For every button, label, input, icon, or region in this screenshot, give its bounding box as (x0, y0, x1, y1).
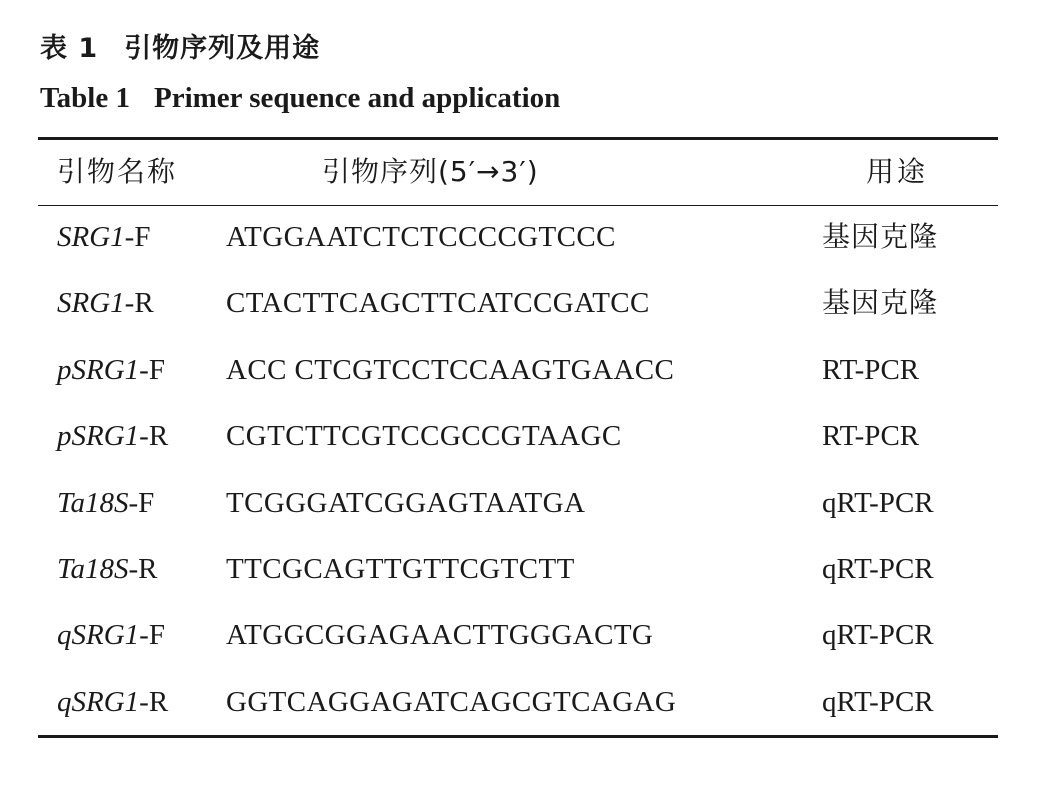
primer-application: qRT-PCR (822, 487, 934, 519)
primer-name-suffix: -F (139, 619, 165, 651)
primer-name-suffix: -F (139, 354, 165, 386)
primer-name (57, 223, 150, 252)
table-caption-cn (40, 26, 320, 65)
primer-sequence: TTCGCAGTTGTTCGTCTT (226, 553, 575, 585)
header-primer-sequence: 引物序列(5′→3′) (322, 155, 539, 188)
caption-cn-number: 表 1 (40, 33, 99, 64)
table-row (0, 422, 1049, 462)
primer-sequence: ACC CTCGTCCTCCAAGTGAACC (226, 354, 675, 386)
table-row (0, 356, 1049, 396)
primer-name-gene: Ta18S (57, 553, 129, 585)
primer-name-gene: pSRG1 (57, 354, 140, 386)
primer-name-gene: qSRG1 (57, 619, 140, 651)
primer-sequence: ATGGAATCTCTCCCCGTCCC (226, 221, 616, 253)
table-row (0, 555, 1049, 595)
primer-name-suffix: -R (124, 287, 154, 319)
primer-name (57, 356, 165, 385)
primer-name (57, 621, 165, 650)
primer-name (57, 422, 168, 451)
primer-application: qRT-PCR (822, 619, 934, 651)
primer-application: 基因克隆 (822, 286, 939, 319)
primer-name (57, 688, 168, 717)
primer-application: 基因克隆 (822, 220, 939, 253)
primer-sequence: ATGGCGGAGAACTTGGGACTG (226, 619, 654, 651)
table-bottom-rule (38, 735, 998, 738)
header-primer-name: 引物名称 (57, 155, 178, 188)
primer-sequence: GGTCAGGAGATCAGCGTCAGAG (226, 686, 677, 718)
primer-sequence: TCGGGATCGGAGTAATGA (226, 487, 586, 519)
caption-en-title: Primer sequence and application (154, 82, 561, 114)
primer-application: qRT-PCR (822, 553, 934, 585)
primer-name (57, 555, 157, 584)
table-row (0, 489, 1049, 529)
primer-application: RT-PCR (822, 354, 920, 386)
table-row (0, 220, 1049, 263)
primer-name-gene: Ta18S (57, 487, 129, 519)
primer-name-suffix: -R (139, 686, 169, 718)
primer-name (57, 289, 154, 318)
primer-name-suffix: -F (128, 487, 155, 519)
primer-name-suffix: -R (139, 420, 169, 452)
primer-name-gene: SRG1 (57, 221, 125, 253)
header-application: 用途 (866, 155, 929, 188)
table-row (0, 286, 1049, 329)
primer-sequence: CTACTTCAGCTTCATCCGATCC (226, 287, 650, 319)
table-top-rule (38, 137, 998, 140)
primer-name-suffix: -R (128, 553, 158, 585)
caption-en-number: Table 1 (40, 82, 130, 114)
table-row (0, 621, 1049, 661)
primer-name-gene: qSRG1 (57, 686, 140, 718)
primer-name-gene: pSRG1 (57, 420, 140, 452)
table-header-rule (38, 205, 998, 206)
primer-application: RT-PCR (822, 420, 920, 452)
primer-name-gene: SRG1 (57, 287, 125, 319)
primer-sequence: CGTCTTCGTCCGCCGTAAGC (226, 420, 622, 452)
table-row (0, 688, 1049, 728)
primer-application: qRT-PCR (822, 686, 934, 718)
table-caption-en (40, 82, 560, 115)
primer-name-suffix: -F (124, 221, 151, 253)
primer-name (57, 489, 154, 518)
caption-cn-title: 引物序列及用途 (124, 33, 321, 64)
